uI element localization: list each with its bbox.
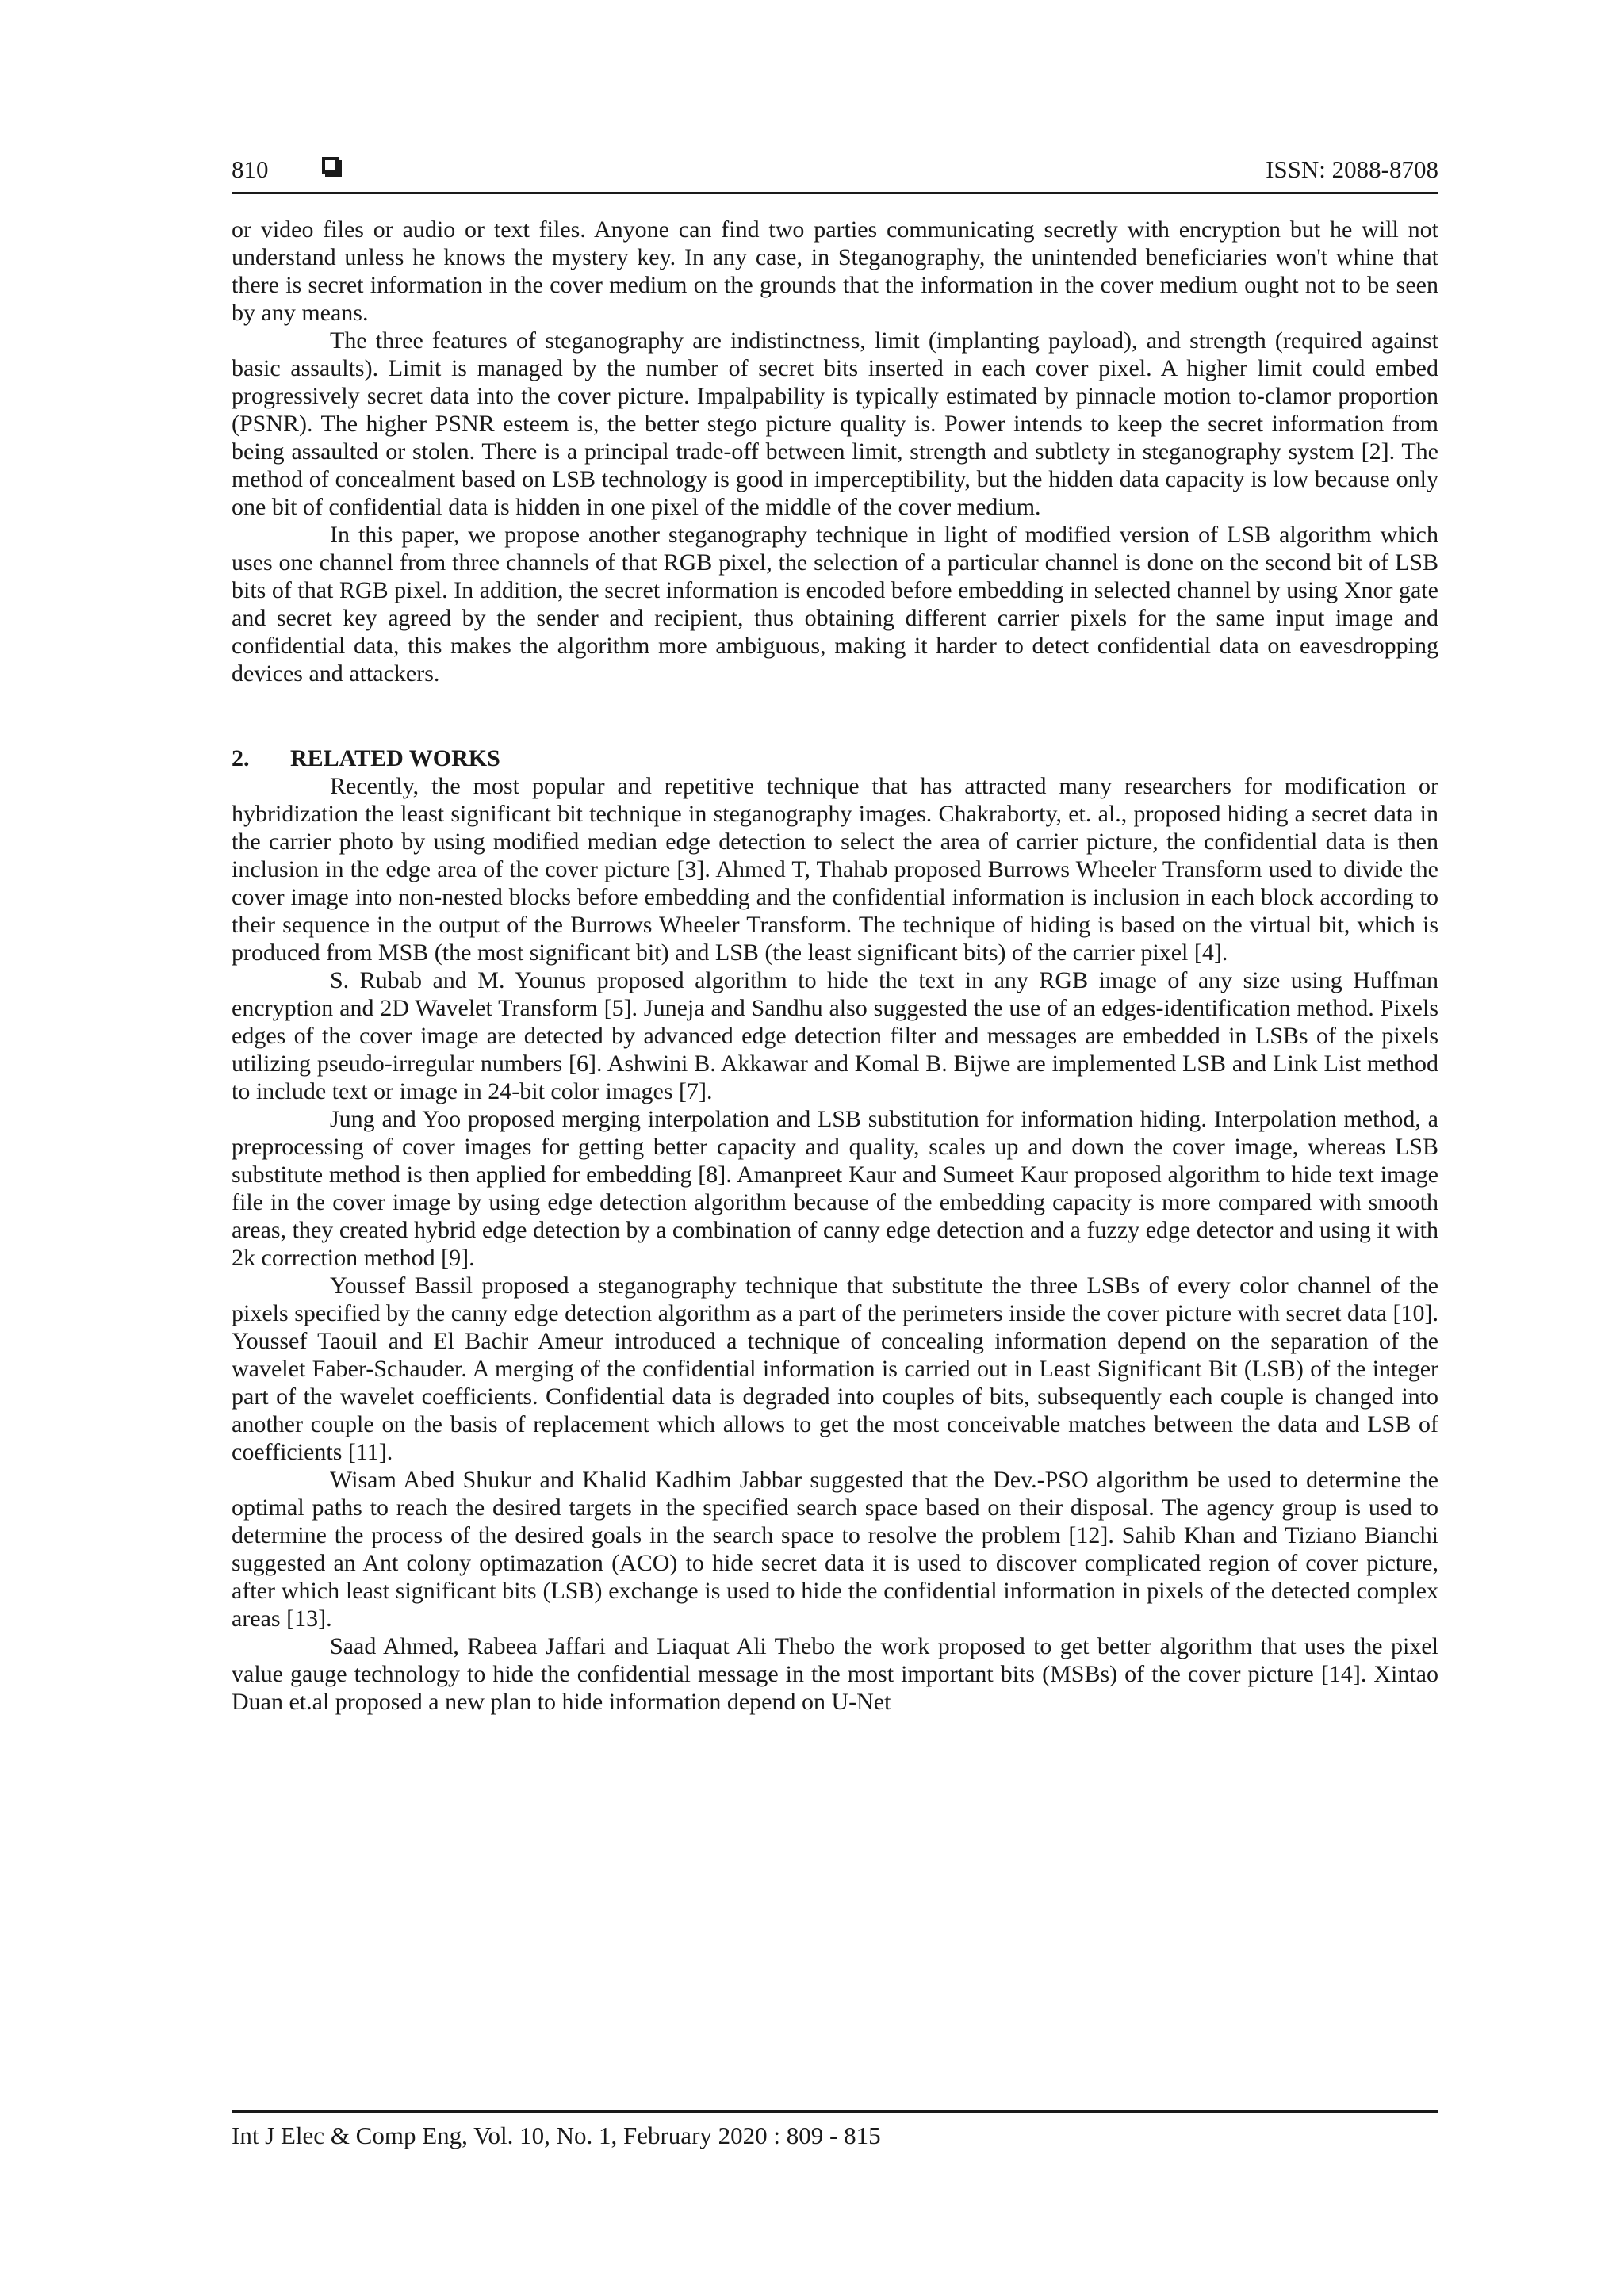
page-number: 810 xyxy=(232,155,269,183)
section-heading-related-works xyxy=(232,744,1438,772)
paragraph: Recently, the most popular and repetitive technique that has attracted many researchers for modification or hybridization the least significant bit technique in steganography images. Chakraborty, et. al., proposed hiding a secret data in the carrier photo by using modified median edge detection to select the area of carrier picture, the confidential data is then inclusion in the edge area of the cover picture [3]. Ahmed T, Thahab proposed Burrows Wheeler Transform used to divide the cover image into non-nested blocks before embedding and the confidential information is inclusion in each block according to their sequence in the output of the Burrows Wheeler Transform. The technique of hiding is based on the virtual bit, which is produced from MSB (the most significant bit) and LSB (the least significant bits) of the carrier pixel [4]. xyxy=(232,773,1438,966)
paragraph: Youssef Bassil proposed a steganography technique that substitute the three LSBs of every color channel of the pixels specified by the canny edge detection algorithm as a part of the perimeters inside the cover picture with secret data [10]. Youssef Taouil and El Bachir Ameur introduced a technique of concealing information depend on the separation of the wavelet Faber-Schauder. A merging of the confidential information is carried out in Least Significant Bit (LSB) of the integer part of the wavelet coefficients. Confidential data is degraded into couples of bits, subsequently each couple is changed into another couple on the basis of replacement which allows to get the most conceivable matches between the data and LSB of coefficients [11]. xyxy=(232,1272,1438,1465)
paragraph: In this paper, we propose another steganography technique in light of modified version of LSB algorithm which uses one channel from three channels of that RGB pixel, the selection of a particular channel is done on the second bit of LSB bits of that RGB pixel. In addition, the secret information is encoded before embedding in selected channel by using Xnor gate and secret key agreed by the sender and recipient, thus obtaining different carrier pixels for the same input image and confidential data, this makes the algorithm more ambiguous, making it harder to detect confidential data on eavesdropping devices and attackers. xyxy=(232,522,1438,687)
issn-label: ISSN: 2088-8708 xyxy=(1266,155,1438,183)
body-text xyxy=(232,216,1438,1716)
paragraph: Saad Ahmed, Rabeea Jaffari and Liaquat Ali Thebo the work proposed to get better algorithm that uses the pixel value gauge technology to hide the confidential message in the most important bits (MSBs) of the cover picture [14]. Xintao Duan et.al proposed a new plan to hide information depend on U-Net xyxy=(232,1633,1438,1715)
page-header xyxy=(232,152,1438,192)
paragraph-continued: or video files or audio or text files. Anyone can find two parties communicating secretly with encryption but he will not understand unless he knows the mystery key. In any case, in Steganography, the unintended beneficiaries won't whine that there is secret information in the cover medium on the grounds that the information in the cover medium ought not to be seen by any means. xyxy=(232,216,1438,326)
page-footer: Int J Elec & Comp Eng, Vol. 10, No. 1, February 2020 : 809 - 815 xyxy=(232,2122,881,2149)
paragraph: S. Rubab and M. Younus proposed algorithm to hide the text in any RGB image of any size using Huffman encryption and 2D Wavelet Transform [5]. Juneja and Sandhu also suggested the use of an edges-identification method. Pixels edges of the cover image are detected by advanced edge detection filter and messages are embedded in LSBs of the pixels utilizing pseudo-irregular numbers [6]. Ashwini B. Akkawar and Komal B. Bijwe are implemented LSB and Link List method to include text or image in 24-bit color images [7]. xyxy=(232,967,1438,1104)
footer-rule xyxy=(232,2110,1438,2113)
paragraph: Jung and Yoo proposed merging interpolation and LSB substitution for information hiding. Interpolation method, a preprocessing of cover images for getting better capacity and quality, scales up and down the cover image, whereas LSB substitute method is then applied for embedding [8]. Amanpreet Kaur and Sumeet Kaur proposed algorithm to hide text image file in the cover image by using edge detection algorithm because of the embedding capacity is more compared with smooth areas, they created hybrid edge detection by a combination of canny edge detection and a fuzzy edge detector and using it with 2k correction method [9]. xyxy=(232,1106,1438,1271)
header-rule xyxy=(232,192,1438,194)
section-title: RELATED WORKS xyxy=(290,745,500,771)
square-bullet-icon xyxy=(322,157,339,174)
section-number: 2. xyxy=(232,745,250,771)
paragraph: The three features of steganography are indistinctness, limit (implanting payload), and strength (required against basic assaults). Limit is managed by the number of secret bits inserted in each cover pixel. A higher limit could embed progressively secret data into the cover picture. Impalpability is typically estimated by pinnacle motion to-clamor proportion (PSNR). The higher PSNR esteem is, the better stego picture quality is. Power intends to keep the secret information from being assaulted or stolen. There is a principal trade-off between limit, strength and subtlety in steganography system [2]. The method of concealment based on LSB technology is good in imperceptibility, but the hidden data capacity is low because only one bit of confidential data is hidden in one pixel of the middle of the cover medium. xyxy=(232,327,1438,520)
paragraph: Wisam Abed Shukur and Khalid Kadhim Jabbar suggested that the Dev.-PSO algorithm be used to determine the optimal paths to reach the desired targets in the specified search space based on their disposal. The agency group is used to determine the process of the desired goals in the search space to resolve the problem [12]. Sahib Khan and Tiziano Bianchi suggested an Ant colony optimazation (ACO) to hide secret data it is used to discover complicated region of cover picture, after which least significant bits (LSB) exchange is used to hide the confidential information in pixels of the detected complex areas [13]. xyxy=(232,1467,1438,1632)
